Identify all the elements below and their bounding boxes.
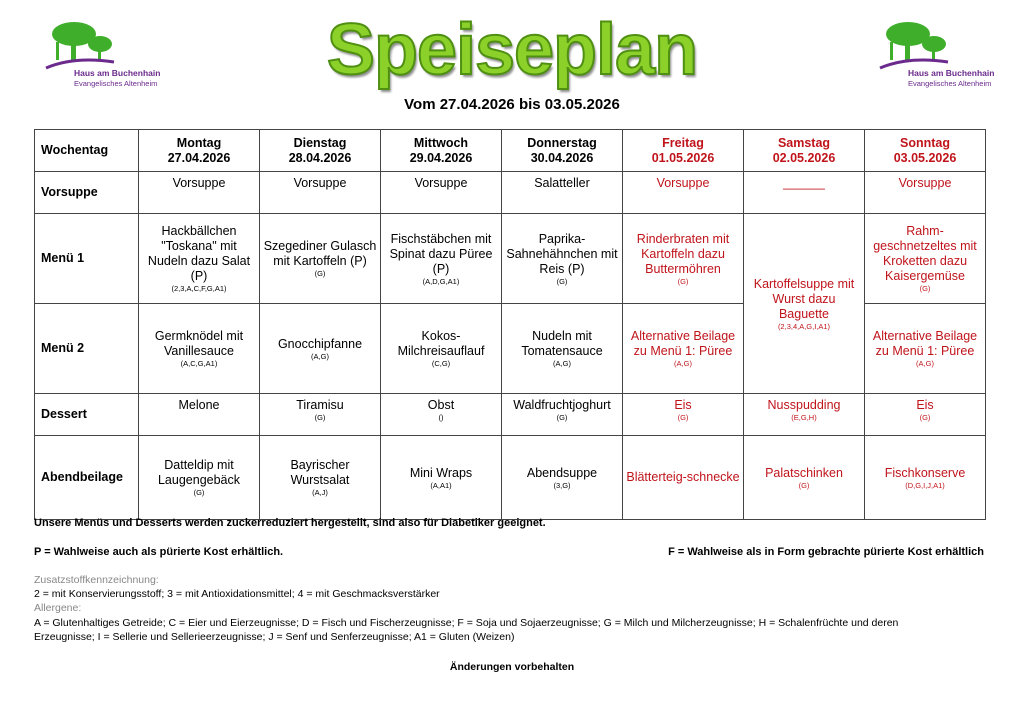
menu-cell: Eis (G) bbox=[865, 394, 986, 436]
menu-cell: Nusspudding (E,G,H) bbox=[744, 394, 865, 436]
menu-cell: Paprika-Sahnehähnchen mit Reis (P) (G) bbox=[502, 214, 623, 304]
diabetic-note: Unsere Menüs und Desserts werden zuckerreduziert hergestellt, sind also für Diabetiker geeignet. bbox=[34, 517, 546, 529]
menu-cell: Fischstäbchen mit Spinat dazu Püree (P) (A,D,G,A1) bbox=[381, 214, 502, 304]
menu-cell-saturday: Kartoffelsuppe mit Wurst dazu Baguette (2,3,4,A,G,I,A1) bbox=[744, 214, 865, 394]
dessert-row bbox=[35, 394, 986, 436]
menu-cell: Waldfruchtjoghurt (G) bbox=[502, 394, 623, 436]
menu-cell: Vorsuppe bbox=[865, 172, 986, 214]
menu-cell: Kokos-Milchreisauflauf (C,G) bbox=[381, 304, 502, 394]
menu-cell: Palatschinken (G) bbox=[744, 436, 865, 520]
row-label: Abendbeilage bbox=[35, 436, 139, 520]
menu-cell: Blätterteig-schnecke bbox=[623, 436, 744, 520]
menu-cell: Hackbällchen "Toskana" mit Nudeln dazu Salat (P) (2,3,A,C,F,G,A1) bbox=[139, 214, 260, 304]
header-row bbox=[35, 130, 986, 172]
menu-cell: Nudeln mit Tomatensauce (A,G) bbox=[502, 304, 623, 394]
menu-table bbox=[34, 129, 986, 520]
p-note: P = Wahlweise auch als pürierte Kost erhältlich. bbox=[34, 546, 284, 558]
menu-cell: Vorsuppe bbox=[139, 172, 260, 214]
menu-cell: Bayrischer Wurstsalat (A,J) bbox=[260, 436, 381, 520]
menu-cell: ______ bbox=[744, 172, 865, 214]
day-header-sunday: Sonntag 03.05.2026 bbox=[865, 130, 986, 172]
logo-subname: Evangelisches Altenheim bbox=[908, 79, 992, 88]
row-label: Vorsuppe bbox=[35, 172, 139, 214]
menu-cell: Vorsuppe bbox=[381, 172, 502, 214]
day-header-thursday: Donnerstag 30.04.2026 bbox=[502, 130, 623, 172]
menu-cell: Tiramisu (G) bbox=[260, 394, 381, 436]
row-label: Menü 2 bbox=[35, 304, 139, 394]
menu-cell: Abendsuppe (3,G) bbox=[502, 436, 623, 520]
additives-text: 2 = mit Konservierungsstoff; 3 = mit Antioxidationsmittel; 4 = mit Geschmacksverstärker bbox=[34, 588, 440, 600]
allergens-title: Allergene: bbox=[34, 602, 82, 614]
page-title: Speiseplan bbox=[326, 10, 698, 90]
day-header-saturday: Samstag 02.05.2026 bbox=[744, 130, 865, 172]
logo-name: Haus am Buchenhain bbox=[74, 68, 161, 78]
logo-name: Haus am Buchenhain bbox=[908, 68, 995, 78]
additives-title: Zusatzstoffkennzeichnung: bbox=[34, 574, 159, 586]
allergens-text-1: A = Glutenhaltiges Getreide; C = Eier und Eierzeugnisse; D = Fisch und Fischerzeugnisse; F = Soja und Sojaerzeugnisse; G = Milch und Milcherzeugnisse; H = Schalenfrüchte und deren bbox=[34, 617, 899, 629]
abendbeilage-row bbox=[35, 436, 986, 520]
day-header-friday: Freitag 01.05.2026 bbox=[623, 130, 744, 172]
row-label: Menü 1 bbox=[35, 214, 139, 304]
menu-cell: Gnocchipfanne (A,G) bbox=[260, 304, 381, 394]
date-range: Vom 27.04.2026 bis 03.05.2026 bbox=[404, 96, 620, 113]
menu-cell: Vorsuppe bbox=[260, 172, 381, 214]
menu-cell: Rinderbraten mit Kartoffeln dazu Buttermöhren (G) bbox=[623, 214, 744, 304]
menu-cell: Rahm-geschnetzeltes mit Kroketten dazu Kaisergemüse (G) bbox=[865, 214, 986, 304]
f-note: F = Wahlweise als in Form gebrachte pürierte Kost erhältlich bbox=[668, 546, 984, 558]
menu-cell: Salatteller bbox=[502, 172, 623, 214]
menu-cell: Vorsuppe bbox=[623, 172, 744, 214]
menu-cell: Szegediner Gulasch mit Kartoffeln (P) (G) bbox=[260, 214, 381, 304]
weekday-header: Wochentag bbox=[35, 130, 139, 172]
menu-cell: Alternative Beilage zu Menü 1: Püree (A,G) bbox=[865, 304, 986, 394]
menu-cell: Germknödel mit Vanillesauce (A,C,G,A1) bbox=[139, 304, 260, 394]
day-header-monday: Montag 27.04.2026 bbox=[139, 130, 260, 172]
menu-cell: Mini Wraps (A,A1) bbox=[381, 436, 502, 520]
menu-cell: Fischkonserve (D,G,I,J,A1) bbox=[865, 436, 986, 520]
footer-note: Änderungen vorbehalten bbox=[449, 661, 575, 673]
menu-cell: Eis (G) bbox=[623, 394, 744, 436]
logo-subname: Evangelisches Altenheim bbox=[74, 79, 158, 88]
menu-cell: Alternative Beilage zu Menü 1: Püree (A,G) bbox=[623, 304, 744, 394]
menu-cell: Melone bbox=[139, 394, 260, 436]
menu-cell: Datteldip mit Laugengebäck (G) bbox=[139, 436, 260, 520]
menu-cell: Obst () bbox=[381, 394, 502, 436]
row-label: Dessert bbox=[35, 394, 139, 436]
vorsuppe-row bbox=[35, 172, 986, 214]
day-header-tuesday: Dienstag 28.04.2026 bbox=[260, 130, 381, 172]
menu1-row bbox=[35, 214, 986, 304]
day-header-wednesday: Mittwoch 29.04.2026 bbox=[381, 130, 502, 172]
allergens-text-2: Erzeugnisse; I = Sellerie und Sellerieerzeugnisse; J = Senf und Senferzeugnisse; A1 = Gluten (Weizen) bbox=[34, 631, 515, 643]
